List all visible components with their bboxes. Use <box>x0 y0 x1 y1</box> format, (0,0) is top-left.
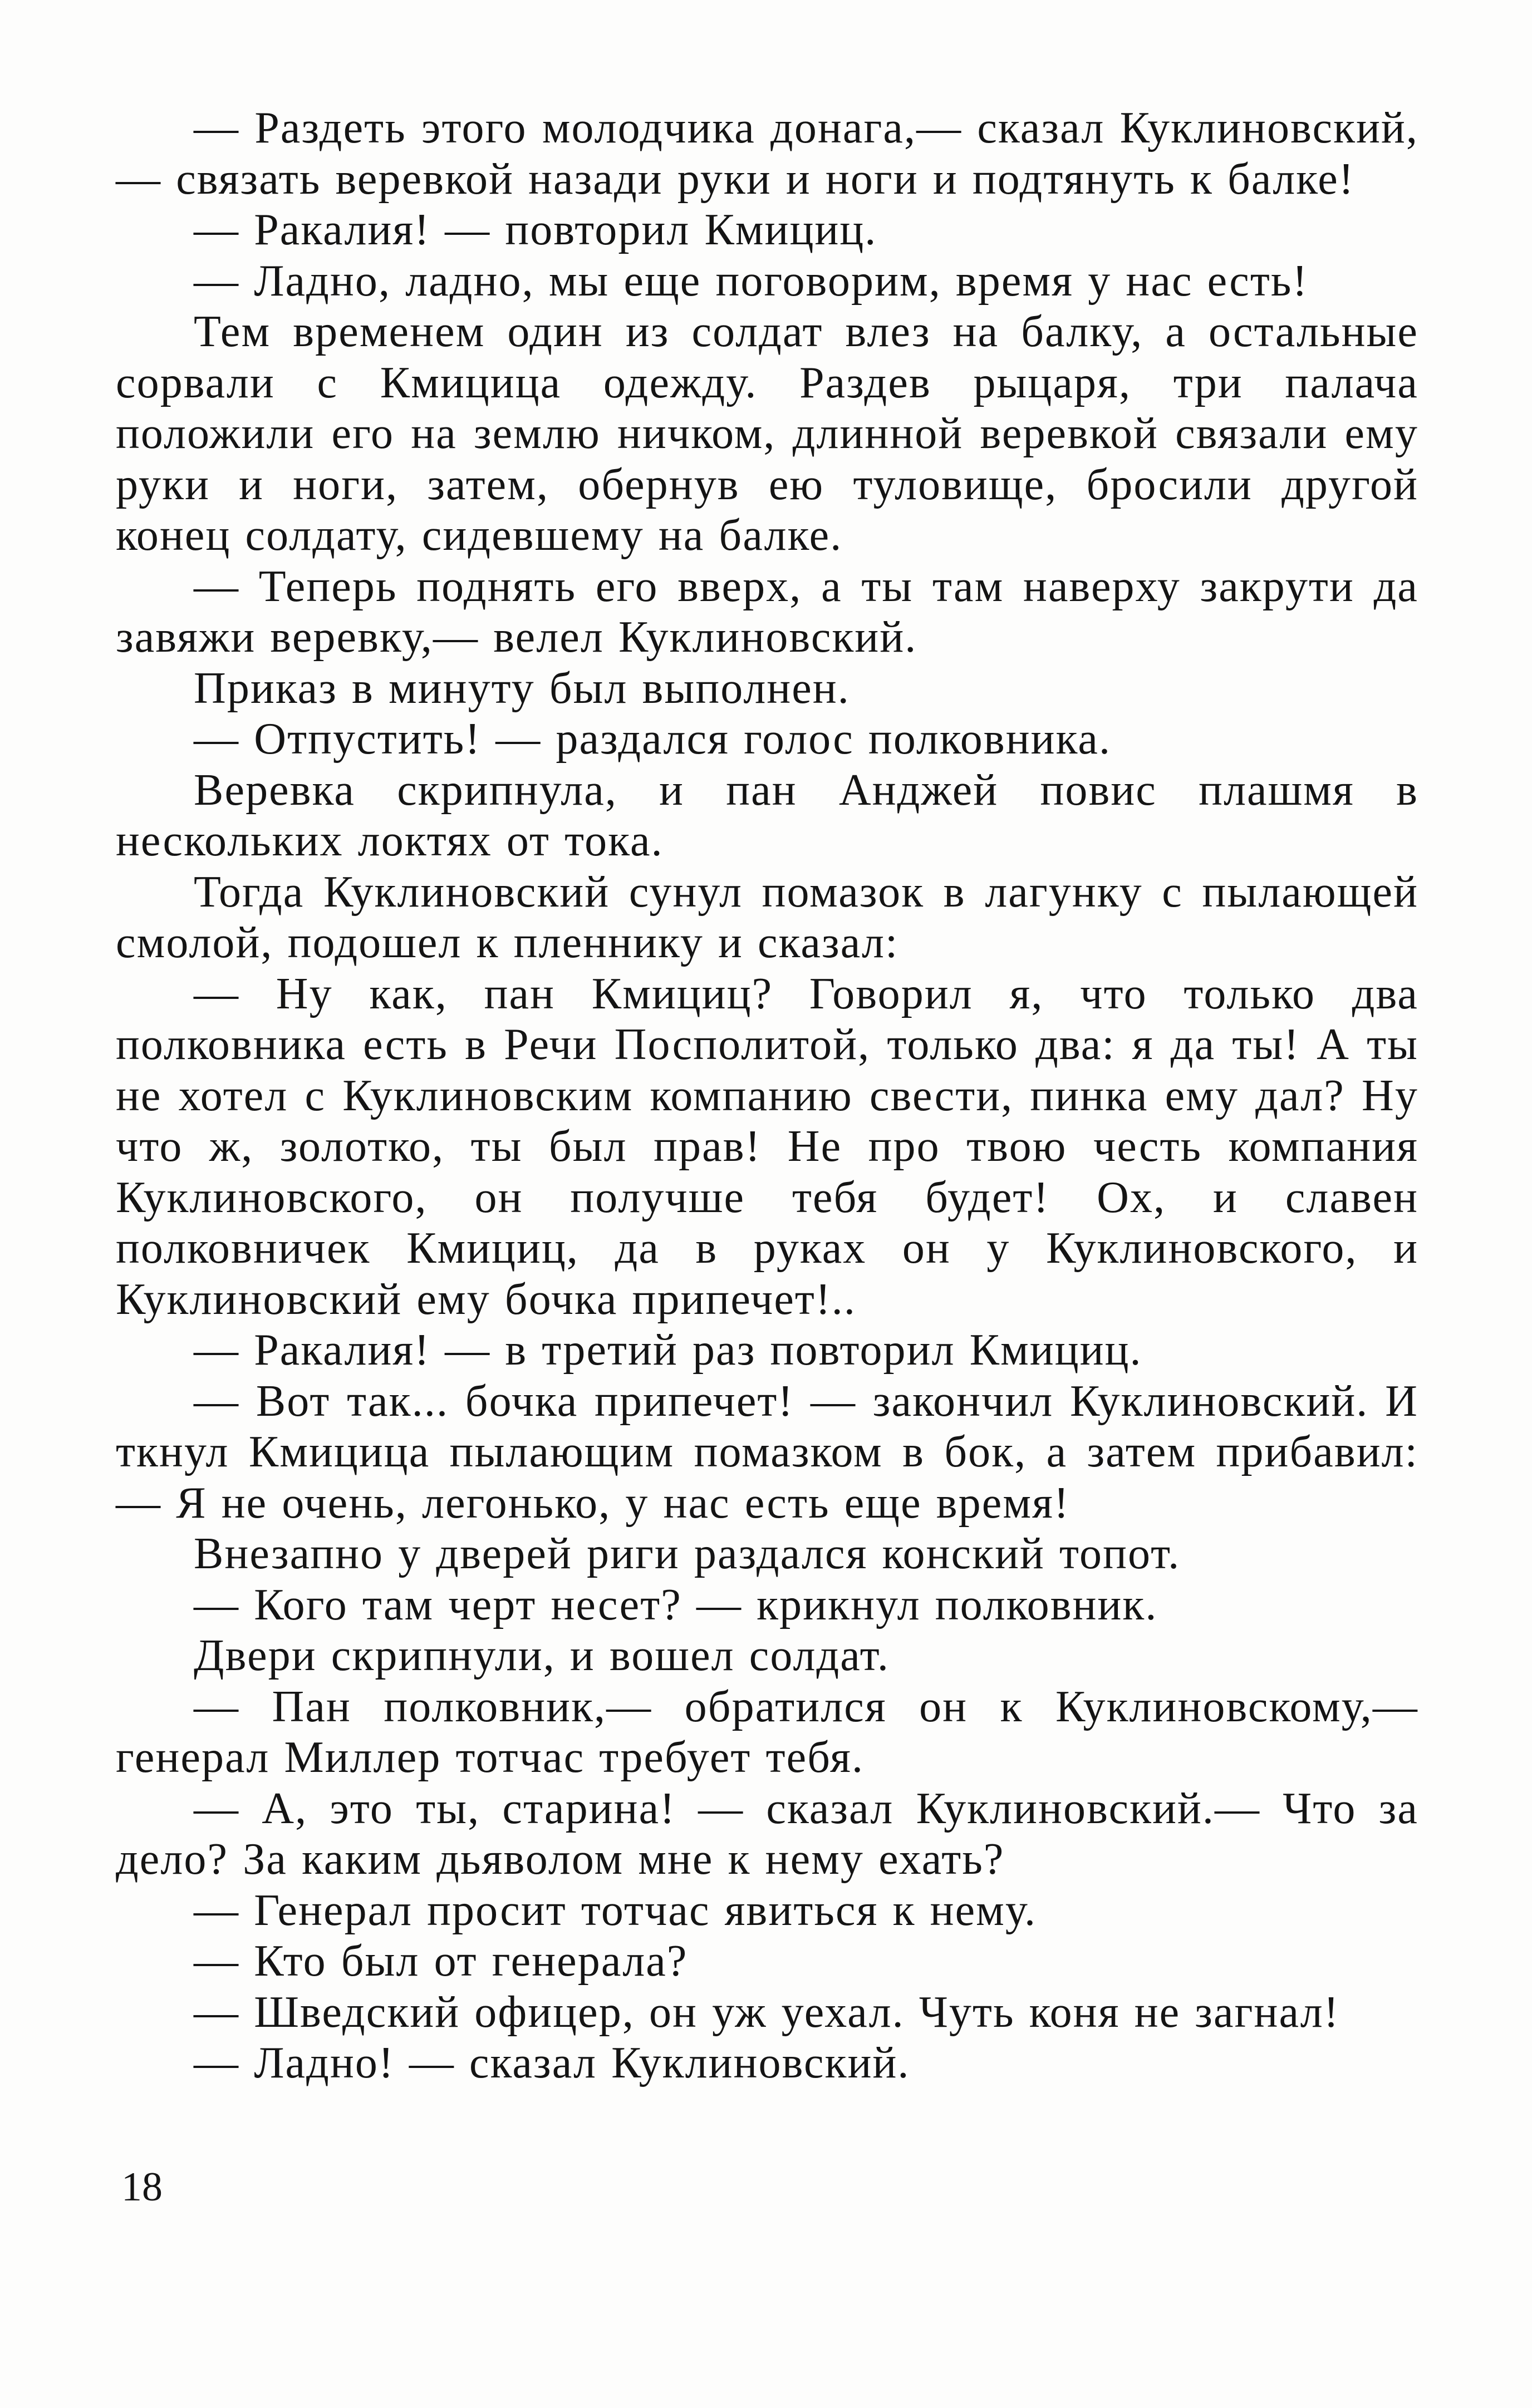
paragraph: — Генерал просит тотчас явиться к нему. <box>194 1885 1037 1935</box>
paragraph: Двери скрипнули, и вошел солдат. <box>194 1631 890 1680</box>
paragraph: Тем временем один из солдат влез на балку, а остальные сорвали с Кмицица одежду. Раздев рыцаря, три палача положили его на землю ничком, длинной веревкой связали ему руки и ноги, затем, обернув ею туловище, бросили другой конец солдату, сидевшему на балке. <box>116 307 1418 560</box>
paragraph: — Кого там черт несет? — крикнул полковник. <box>194 1580 1158 1629</box>
paragraph: — Ладно, ладно, мы еще поговорим, время у нас есть! <box>194 256 1309 306</box>
paragraph: — Ладно! — сказал Куклиновский. <box>194 2038 910 2087</box>
paragraph: — Ракалия! — в третий раз повторил Кмициц. <box>194 1326 1142 1375</box>
paragraph: — Отпустить! — раздался голос полковника. <box>194 715 1112 764</box>
paragraph: — Пан полковник,— обратился он к Куклиновскому,— генерал Миллер тотчас требует тебя. <box>116 1682 1418 1782</box>
paragraph: — Вот так... бочка припечет! — закончил Куклиновский. И ткнул Кмицица пылающим помазком в бок, а затем прибавил:— Я не очень, легонько, у нас есть еще время! <box>116 1376 1418 1528</box>
paragraph: — Шведский офицер, он уж уехал. Чуть коня не загнал! <box>194 1987 1340 2037</box>
paragraph: — Раздеть этого молодчика донага,— сказал Куклиновский,— связать веревкой назади руки и ноги и подтянуть к балке! <box>116 104 1418 204</box>
paragraph: — Ну как, пан Кмициц? Говорил я, что только два полковника есть в Речи Посполитой, только два: я да ты! А ты не хотел с Куклиновским компанию свести, пинка ему дал? Ну что ж, золотко, ты был прав! Не про твою честь компания Куклиновского, он получше тебя будет! Ох, и славен полковничек Кмициц, да в руках он у Куклиновского, и Куклиновский ему бочка припечет!.. <box>116 969 1418 1324</box>
paragraph: — А, это ты, старина! — сказал Куклиновский.— Что за дело? За каким дьяволом мне к нему ехать? <box>116 1784 1418 1884</box>
page-number: 18 <box>121 2164 163 2210</box>
paragraph: Приказ в минуту был выполнен. <box>194 663 850 713</box>
paragraph: Внезапно у дверей риги раздался конский топот. <box>194 1529 1181 1578</box>
paragraph: — Кто был от генерала? <box>194 1937 688 1986</box>
body-text <box>116 103 1418 2089</box>
paragraph: Тогда Куклиновский сунул помазок в лагунку с пылающей смолой, подошел к пленнику и сказал: <box>116 867 1418 967</box>
paragraph: Веревка скрипнула, и пан Анджей повис плашмя в нескольких локтях от тока. <box>116 765 1418 865</box>
paragraph: — Ракалия! — повторил Кмициц. <box>194 205 877 254</box>
paragraph: — Теперь поднять его вверх, а ты там наверху закрути да завяжи веревку,— велел Куклиновский. <box>116 562 1418 662</box>
